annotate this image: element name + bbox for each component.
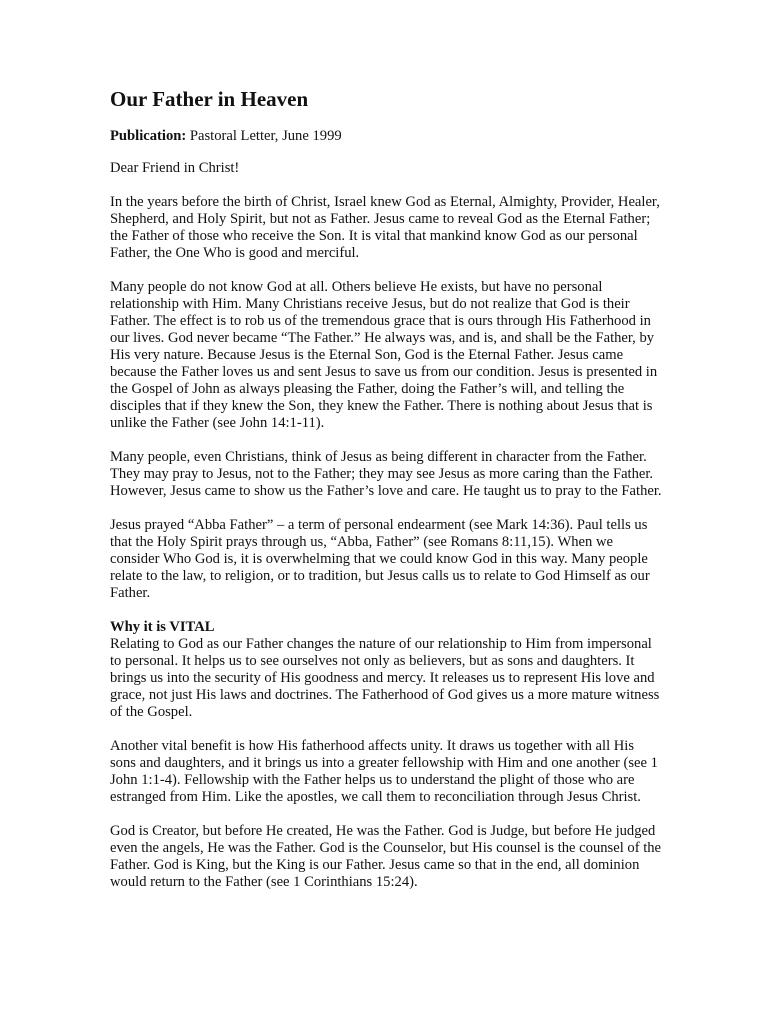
paragraph: Many people, even Christians, think of Jesus as being different in character from the Father. They may pray to Jesus, not to the Father; they may see Jesus as more caring than the Father. However, Jesus came to show us the Father’s love and care. He taught us to pray to the Father. [110,449,662,499]
document-title: Our Father in Heaven [110,87,309,111]
publication-line [110,128,662,145]
paragraph: Many people do not know God at all. Others believe He exists, but have no personal relationship with Him. Many Christians receive Jesus, but do not realize that God is their Father. The effect is to rob us of the tremendous grace that is ours through His Fatherhood in our lives. God never became “The Father.” He always was, and is, and shall be the Father, by His very nature. Because Jesus is the Eternal Son, God is the Eternal Father. Jesus came because the Father loves us and sent Jesus to save us from our condition. Jesus is presented in the Gospel of John as always pleasing the Father, doing the Father’s will, and telling the disciples that if they knew the Son, they knew the Father. There is nothing about Jesus that is unlike the Father (see John 14:1-11). [110,279,658,431]
paragraph: In the years before the birth of Christ, Israel knew God as Eternal, Almighty, Provider, Healer, Shepherd, and Holy Spirit, but not as Father. Jesus came to reveal God as the Eternal Father; the Father of those who receive the Son. It is vital that mankind know God as our personal Father, the One Who is good and merciful. [110,194,660,261]
paragraph: God is Creator, but before He created, He was the Father. God is Judge, but before He judged even the angels, He was the Father. God is the Counselor, but His counsel is the counsel of the Father. God is King, but the King is our Father. Jesus came so that in the end, all dominion would return to the Father (see 1 Corinthians 15:24). [110,823,662,890]
paragraph: Relating to God as our Father changes the nature of our relationship to Him from impersonal to personal. It helps us to see ourselves not only as believers, but as sons and daughters. It brings us into the security of His goodness and mercy. It releases us to represent His love and grace, not just His laws and doctrines. The Fatherhood of God gives us a more mature witness of the Gospel. [110,636,660,720]
publication-label: Publication: [110,128,187,144]
salutation: Dear Friend in Christ! [110,160,240,176]
paragraph: Jesus prayed “Abba Father” – a term of personal endearment (see Mark 14:36). Paul tells us that the Holy Spirit prays through us, “Abba, Father” (see Romans 8:11,15). When we consider Who God is, it is overwhelming that we could know God in this way. Many people relate to the law, to religion, or to tradition, but Jesus calls us to relate to God Himself as our Father. [110,517,650,601]
paragraph: Another vital benefit is how His fatherhood affects unity. It draws us together with all His sons and daughters, and it brings us into a greater fellowship with Him and one another (see 1 John 1:1-4). Fellowship with the Father helps us to understand the plight of those who are estranged from Him. Like the apostles, we call them to reconciliation through Jesus Christ. [110,738,658,805]
section-heading: Why it is VITAL [110,619,215,635]
document-page [110,86,662,908]
publication-value: Pastoral Letter, June 1999 [186,128,342,144]
